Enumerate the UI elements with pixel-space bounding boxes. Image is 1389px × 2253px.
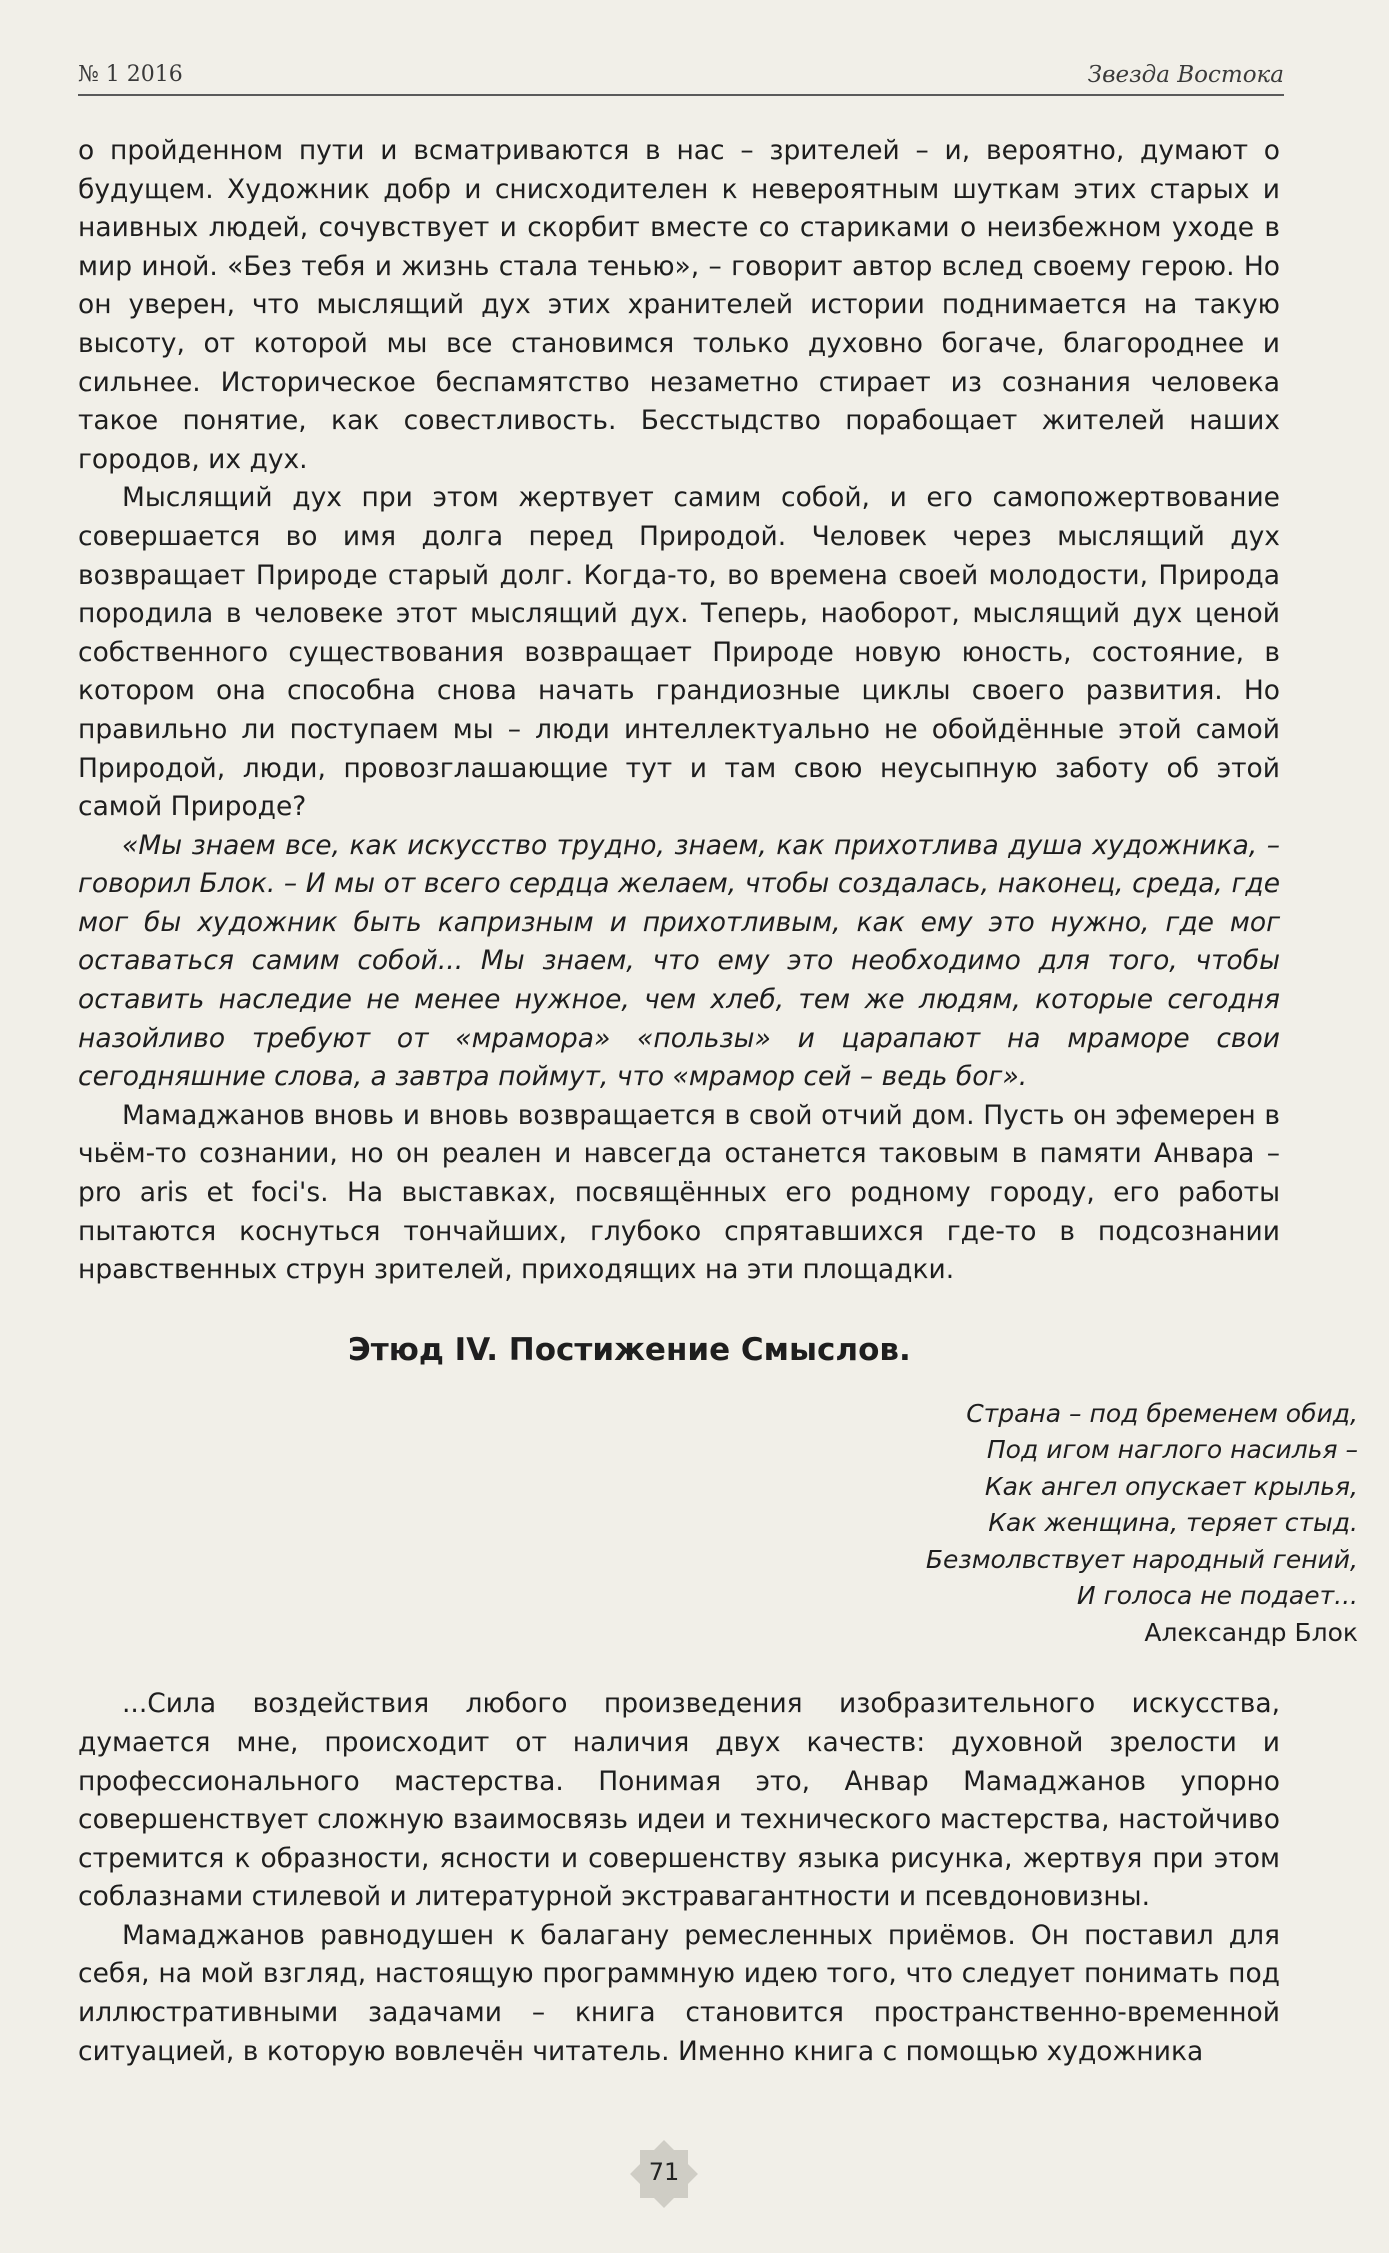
epigraph-line: Безмолвствует народный гений, [925,1544,1358,1574]
journal-title: Звезда Востока [1087,62,1284,88]
epigraph-line: Как женщина, теряет стыд. [988,1508,1358,1538]
issue-number: № 1 2016 [78,62,183,87]
epigraph-author: Александр Блок [1144,1617,1358,1647]
epigraph-line: Как ангел опускает крылья, [984,1471,1358,1501]
paragraph: Мамаджанов вновь и вновь возвращается в свой отчий дом. Пусть он эфемерен в чьём-то сознании, но он реален и навсегда останется таковым в памяти Анвара – pro aris et foci's. На выставках, посвящённых его родному городу, его работы пытаются коснуться тончайших, глубоко спрятавшихся где-то в подсознании нравственных струн зрителей, приходящих на эти площадки. [78,1099,1280,1286]
page-number-badge [628,2138,700,2210]
paragraph: Мамаджанов равнодушен к балагану ремесленных приёмов. Он поставил для себя, на мой взгляд, настоящую программную идею того, что следует понимать под иллюстративными задачами – книга становится пространственно-временной ситуацией, в которую вовлечён читатель. Именно книга с помощью художника [78,1919,1280,2067]
section-heading: Этюд IV. Постижение Смыслов. [348,1331,911,1368]
paragraph: Мыслящий дух при этом жертвует самим собой, и его самопожертвование совершается во имя долга перед Природой. Человек через мыслящий дух возвращает Природе старый долг. Когда-то, во времена своей молодости, Природа породила в человеке этот мыслящий дух. Теперь, наоборот, мыслящий дух ценой собственного существования возвращает Природе новую юность, состояние, в котором она способна снова начать грандиозные циклы своего развития. Но правильно ли поступаем мы – люди интеллектуально не обойдённые этой самой Природой, люди, провозглашающие тут и там свою неусыпную заботу об этой самой Природе? [78,482,1280,823]
epigraph-line: Страна – под бременем обид, [966,1398,1358,1428]
epigraph [598,1396,1358,1652]
paragraph: ...Сила воздействия любого произведения изобразительного искусства, думается мне, происходит от наличия двух качеств: духовной зрелости и профессионального мастерства. Понимая это, Анвар Мамаджанов упорно совершенствует сложную взаимосвязь идеи и технического мастерства, настойчиво стремится к образности, ясности и совершенству языка рисунка, жертвуя при этом соблазнами стилевой и литературной экстравагантности и псевдоновизны. [78,1688,1280,1913]
paragraph: «Мы знаем все, как искусство трудно, знаем, как прихотлива душа художника, – говорил Блок. – И мы от всего сердца желаем, чтобы создалась, наконец, среда, где мог бы художник быть капризным и прихотливым, как ему это нужно, где мог оставаться самим собой... Мы знаем, что ему это необходимо для того, чтобы оставить наследие не менее нужное, чем хлеб, тем же людям, которые сегодня назойливо требуют от «мрамора» «пользы» и царапают на мраморе свои сегодняшние слова, а завтра поймут, что «мрамор сей – ведь бог». [78,829,1280,1093]
epigraph-line: И голоса не подает... [1076,1581,1358,1611]
epigraph-line: Под игом наглого насилья – [986,1435,1358,1465]
article-body [78,132,1358,2071]
running-header [78,56,1284,96]
paragraph: о пройденном пути и всматриваются в нас – зрителей – и, вероятно, думают о будущем. Художник добр и снисходителен к невероятным шуткам этих старых и наивных людей, сочувствует и скорбит вместе со стариками о неизбежном уходе в мир иной. «Без тебя и жизнь стала тенью», – говорит автор вслед своему герою. Но он уверен, что мыслящий дух этих хранителей истории поднимается на такую высоту, от которой мы все становимся только духовно богаче, благороднее и сильнее. Историческое беспамятство незаметно стирает из сознания человека такое понятие, как совестливость. Бесстыдство порабощает жителей наших городов, их дух. [78,135,1280,475]
page-number: 71 [648,2158,680,2186]
